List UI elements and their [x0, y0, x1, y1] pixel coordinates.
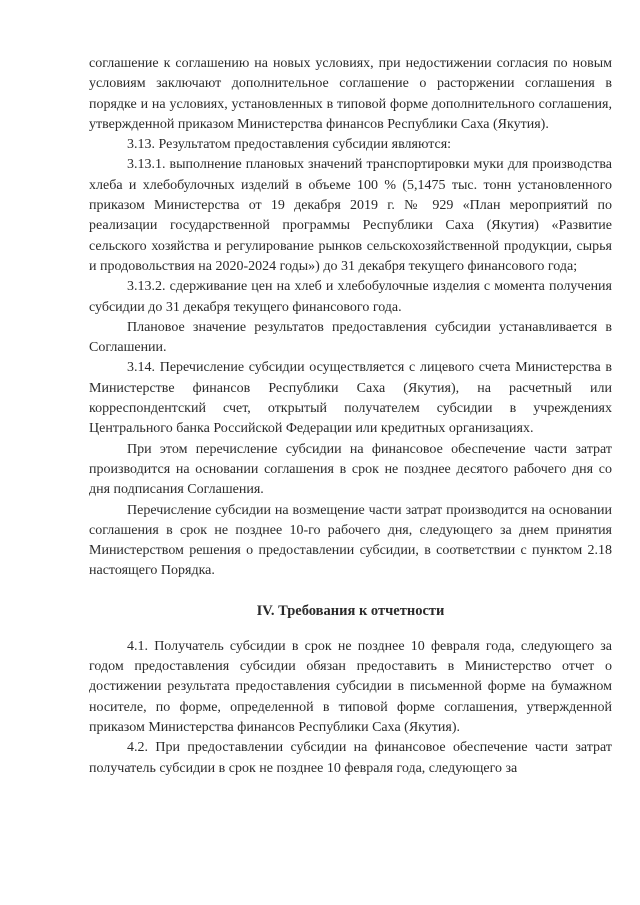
section-heading-reporting: IV. Требования к отчетности [256, 602, 445, 619]
paragraph-3-13-1: 3.13.1. выполнение плановых значений транспортировки муки для производства хлеба и хлебобулочных изделий в объеме 100 % (5,1475 тыс. тонн установленного приказом Министерства от 19 декабря 2019 г. № 929 «План мероприятий по реализации государственной программы Республики Саха (Якутия) «Развитие сельского хозяйства и регулирование рынков сельскохозяйственной продукции, сырья и продовольствия на 2020-2024 годы») до 31 декабря текущего финансового года; [89, 157, 612, 274]
paragraph-3-13: 3.13. Результатом предоставления субсидии являются: [127, 137, 452, 153]
paragraph-4-2: 4.2. При предоставлении субсидии на финансовое обеспечение части затрат получатель субсидии в срок не позднее 10 февраля года, следующего за [89, 740, 612, 776]
paragraph-financial-support: При этом перечисление субсидии на финансовое обеспечение части затрат производится на основании соглашения в срок не позднее десятого рабочего дня со дня подписания Соглашения. [89, 441, 612, 498]
paragraph-4-1: 4.1. Получатель субсидии в срок не позднее 10 февраля года, следующего за годом предоставления субсидии обязан предоставить в Министерство отчет о достижении результата предоставления субсидии в письменной форме на бумажном носителе, по форме, определенной в типовой форме соглашения, утвержденной приказом Министерства финансов Республики Саха (Якутия). [89, 638, 612, 735]
paragraph-agreement-continuation: соглашение к соглашению на новых условиях, при недостижении согласия по новым условиям заключают дополнительное соглашение о расторжении соглашения в порядке и на условиях, установленных в типовой форме дополнительного соглашения, утвержденной приказом Министерства финансов Республики Саха (Якутия). [89, 56, 612, 132]
paragraph-planned-value: Плановое значение результатов предоставления субсидии устанавливается в Соглашении. [89, 319, 612, 356]
paragraph-3-14: 3.14. Перечисление субсидии осуществляется с лицевого счета Министерства в Министерстве финансов Республики Саха (Якутия), на расчетный или корреспондентский счет, открытый получателем субсидии в учреждениях Центрального банка Российской Федерации или кредитных организациях. [89, 360, 612, 437]
paragraph-reimbursement: Перечисление субсидии на возмещение части затрат производится на основании соглашения в срок не позднее 10-го рабочего дня, следующего за днем принятия Министерством решения о предоставлении субсидии, в соответствии с пунктом 2.18 настоящего Порядка. [89, 502, 612, 579]
paragraph-3-13-2: 3.13.2. сдерживание цен на хлеб и хлебобулочные изделия с момента получения субсидии до 31 декабря текущего финансового года. [89, 279, 612, 315]
